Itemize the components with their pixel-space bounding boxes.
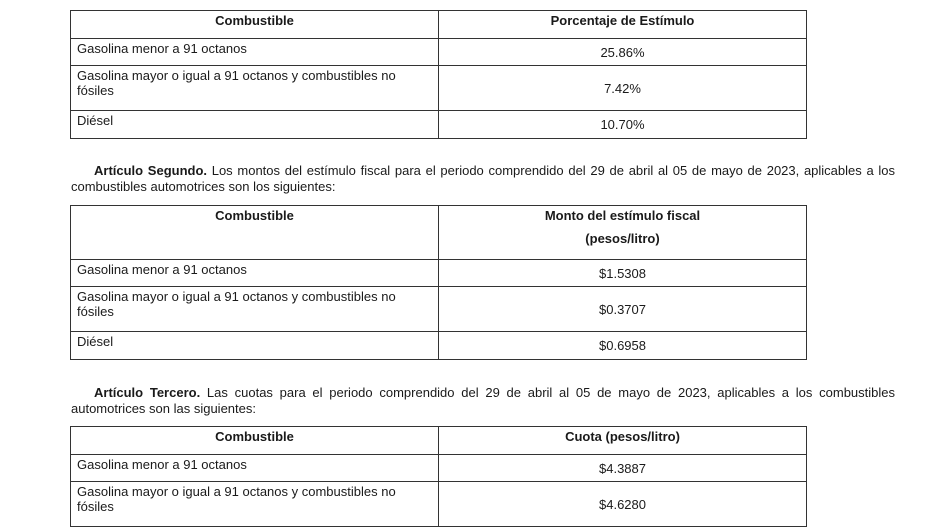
table2-header-amount-line2: (pesos/litro) [585, 231, 660, 246]
quota-table [70, 426, 807, 527]
value-cell: 25.86% [439, 39, 807, 66]
fuel-cell: Gasolina menor a 91 octanos [71, 39, 439, 66]
table-row [71, 287, 807, 332]
table-row [71, 66, 807, 111]
article-third-text: Las cuotas para el periodo comprendido del 29 de abril al 05 de mayo de 2023, aplicables a los combustibles automotrices son las siguientes: [71, 385, 895, 416]
table-row [71, 260, 807, 287]
article-third-paragraph [71, 385, 895, 417]
table1-header-percentage: Porcentaje de Estímulo [439, 11, 807, 39]
article-second-text: Los montos del estímulo fiscal para el periodo comprendido del 29 de abril al 05 de mayo de 2023, aplicables a los combustibles automotrices son los siguientes: [71, 163, 895, 194]
table-row [71, 111, 807, 139]
article-second-lead: Artículo Segundo. [94, 163, 208, 178]
table-row [71, 332, 807, 360]
article-third-lead: Artículo Tercero. [94, 385, 201, 400]
article-second-paragraph [71, 163, 895, 195]
fuel-cell: Diésel [71, 111, 439, 139]
table-row [71, 482, 807, 527]
value-cell: 10.70% [439, 111, 807, 139]
stimulus-amount-table [70, 205, 807, 360]
value-cell: 7.42% [439, 66, 807, 111]
table3-header-quota: Cuota (pesos/litro) [439, 427, 807, 455]
table-row [71, 39, 807, 66]
value-cell: $4.3887 [439, 455, 807, 482]
fuel-cell: Gasolina mayor o igual a 91 octanos y combustibles no fósiles [71, 287, 439, 332]
table1-header-fuel: Combustible [71, 11, 439, 39]
fuel-cell: Gasolina menor a 91 octanos [71, 455, 439, 482]
value-cell: $0.3707 [439, 287, 807, 332]
value-cell: $1.5308 [439, 260, 807, 287]
table2-header-amount-line1: Monto del estímulo fiscal [544, 208, 701, 223]
value-cell: $0.6958 [439, 332, 807, 360]
fuel-cell: Gasolina mayor o igual a 91 octanos y combustibles no fósiles [71, 482, 439, 527]
table3-header-fuel: Combustible [71, 427, 439, 455]
table-row [71, 455, 807, 482]
value-cell: $4.6280 [439, 482, 807, 527]
fuel-cell: Gasolina mayor o igual a 91 octanos y combustibles no fósiles [71, 66, 439, 111]
stimulus-percentage-table [70, 10, 807, 139]
fuel-cell: Gasolina menor a 91 octanos [71, 260, 439, 287]
table2-header-fuel: Combustible [71, 206, 439, 260]
fuel-cell: Diésel [71, 332, 439, 360]
table2-header-amount [439, 206, 807, 260]
